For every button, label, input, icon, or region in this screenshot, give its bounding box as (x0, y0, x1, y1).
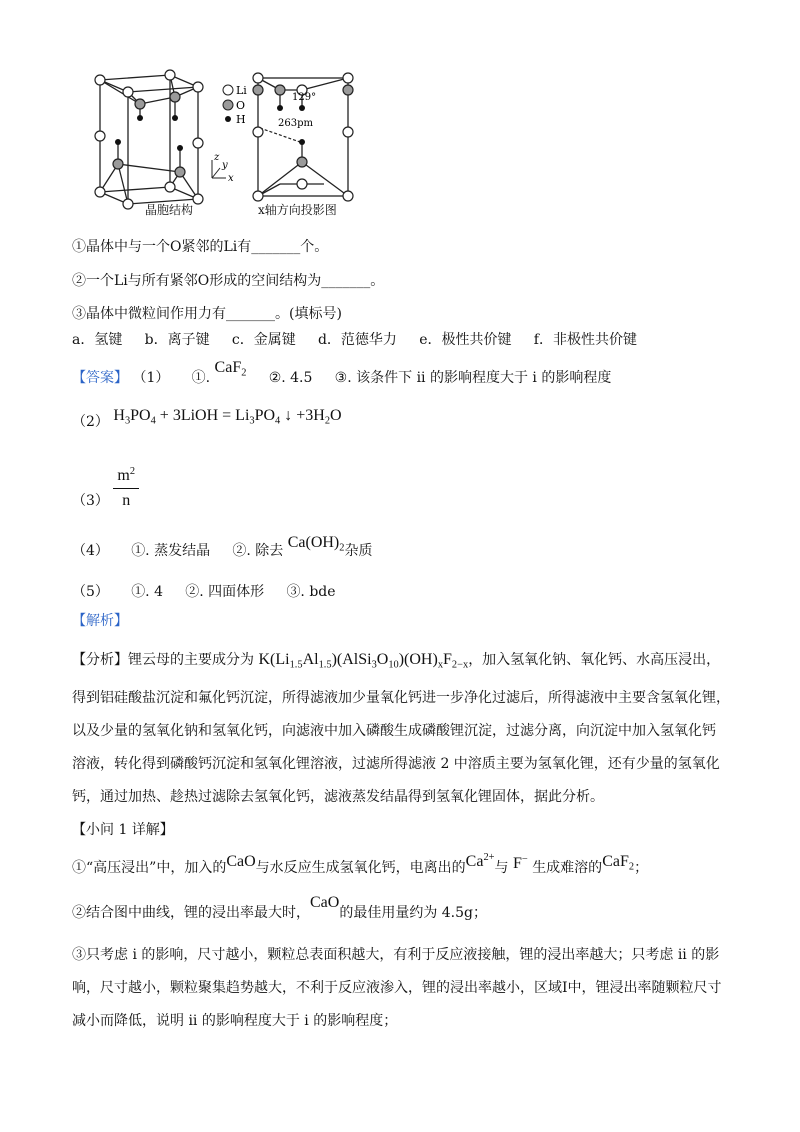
legend-o: O (236, 99, 246, 112)
option-e: e．极性共价键 (419, 332, 512, 348)
answer-4-formula: $Ca(OH)_2$ (287, 534, 345, 554)
option-c: c．金属键 (231, 332, 296, 348)
caption-projection: x轴方向投影图 (258, 203, 337, 217)
answer-1b: ②. 4.5 (268, 370, 313, 386)
answer-line-3 (72, 462, 139, 512)
analysis-formula: $K(Li_{1.5}Al_{1.5})(AlSi_3O_{10})(OH)_xF_{2-x}$ (258, 651, 469, 671)
answer-line-4 (72, 534, 373, 567)
analysis-label: 【解析】 (72, 613, 128, 629)
answer-4-number: （4） (72, 543, 109, 559)
answer-3-fraction: $\frac{m^2}{n}$ (113, 462, 139, 511)
distance-label: 263pm (278, 118, 313, 129)
analysis-line-2: 得到铝硅酸盐沉淀和氟化钙沉淀，所得滤液加少量氧化钙进一步净化过滤后，所得滤液中主要含氢氧化锂， (72, 690, 730, 706)
crystal-structure-figure (80, 60, 380, 220)
option-b: b．离子键 (144, 332, 210, 348)
detail-2: ②结合图中曲线，锂的浸出率最大时，CaO的最佳用量约为 4.5g； (72, 894, 488, 921)
answer-2-equation: $H_3PO_4$ + 3LiOH = $Li_3PO_4$ ↓ $+3H_2O$ (113, 407, 342, 427)
answer-2-number: （2） (72, 414, 109, 430)
options-row (72, 330, 637, 350)
angle-label: 129° (292, 92, 317, 103)
subquestion-1-label: 【小问 1 详解】 (72, 822, 174, 838)
answer-5c: ③. bde (286, 584, 336, 600)
detail-3-line-2: 响，尺寸越小，颗粒聚集趋势越大，不利于反应液渗入，锂的浸出率越小，区域I中，锂浸出率随颗粒尺寸 (72, 980, 722, 996)
answer-1a-prefix: ①. (191, 370, 211, 386)
question-1: ①晶体中与一个O紧邻的Li有_______个。 (72, 239, 329, 255)
option-f: f．非极性共价键 (533, 332, 637, 348)
detail-3-line-1: ③只考虑 i 的影响，尺寸越小，颗粒总表面积越大，有利于反应液接触，锂的浸出率越大；只考虑 ii 的影 (72, 947, 720, 963)
legend-li: Li (236, 84, 247, 97)
answer-5b: ②. 四面体形 (185, 584, 265, 600)
legend-h: H (236, 113, 246, 126)
analysis-line-5: 钙，通过加热、趁热过滤除去氢氧化钙，滤液蒸发结晶得到氢氧化锂固体，据此分析。 (72, 789, 604, 805)
analysis-line-4: 溶液，转化得到磷酸钙沉淀和氢氧化锂溶液，过滤所得滤液 2 中溶质主要为氢氧化锂，还有少量的氢氧化 (72, 756, 720, 772)
option-d: d．范德华力 (317, 332, 397, 348)
analysis-lead-label: 【分析】 (72, 652, 128, 668)
analysis-lead-text: 锂云母的主要成分为 (128, 652, 254, 668)
detail-1: ①“高压浸出”中，加入的CaO与水反应生成氢氧化钙，电离出的$Ca^{2+}$与 F− 生成难溶的CaF$_2$； (72, 852, 649, 877)
caption-crystal-structure: 晶胞结构 (145, 203, 194, 217)
answer-4-tail: 杂质 (344, 543, 373, 559)
answer-1c: ③. 该条件下 ii 的影响程度大于 i 的影响程度 (334, 370, 612, 386)
axis-y-label: y (222, 160, 228, 171)
analysis-lead-tail: ，加入氢氧化钠、氧化钙、水高压浸出， (468, 652, 721, 668)
question-3: ③晶体中微粒间作用力有_______。(填标号) (72, 306, 342, 322)
answer-4b: ②. 除去 (232, 543, 284, 559)
analysis-lead (72, 650, 720, 676)
axis-z-label: z (214, 152, 220, 163)
answer-3-number: （3） (72, 492, 109, 509)
answer-1-number: （1） (132, 370, 170, 386)
axis-x-label: x (228, 173, 234, 184)
answer-1a-formula: CaF$_2$ (214, 359, 247, 379)
analysis-line-3: 以及少量的氢氧化钠和氢氧化钙，向滤液中加入磷酸生成磷酸锂沉淀，过滤分离，向沉淀中加入氢氧化钙 (72, 723, 716, 739)
question-2: ②一个Li与所有紧邻O形成的空间结构为_______。 (72, 273, 385, 289)
answer-line-2 (72, 407, 342, 438)
answer-5-number: （5） (72, 584, 109, 600)
answer-line-1 (72, 359, 612, 394)
answer-4a: ①. 蒸发结晶 (131, 543, 211, 559)
answer-5a: ①. 4 (131, 584, 163, 600)
crystal-diagram (80, 60, 380, 220)
answer-label: 【答案】 (72, 370, 128, 386)
detail-3-line-3: 减小而降低，说明 ii 的影响程度大于 i 的影响程度； (72, 1013, 398, 1029)
answer-line-5 (72, 582, 336, 602)
option-a: a．氢键 (72, 332, 123, 348)
